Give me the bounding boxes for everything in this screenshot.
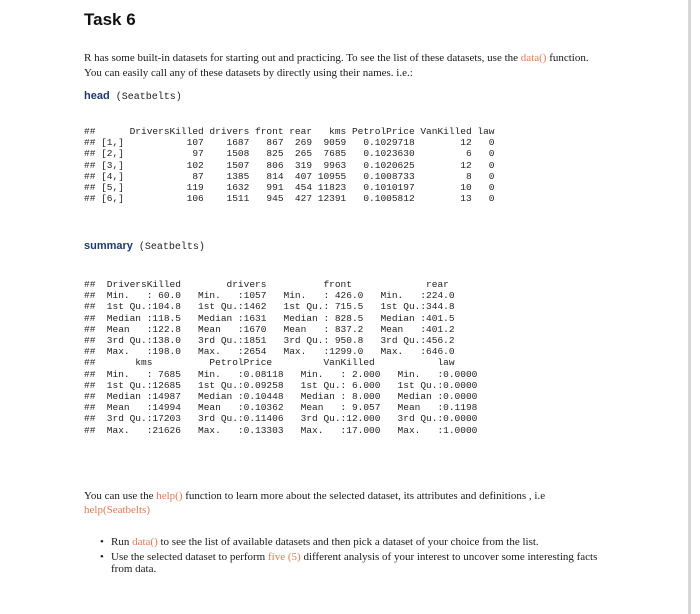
summary-output-line: ## Max. :21626 Max. :0.13303 Max. :17.000 Max. :1.0000 xyxy=(84,424,489,436)
summary-call xyxy=(84,240,205,253)
head-output-line: ## [1,] 107 1687 867 269 9059 0.1029718 12 0 xyxy=(84,137,495,149)
head-output-line: ## [2,] 97 1508 825 265 7685 0.1023630 6 0 xyxy=(84,148,495,160)
summary-output-line: ## Min. : 60.0 Min. :1057 Min. : 426.0 Min. :224.0 xyxy=(84,290,466,302)
bullet-text-before: Use the selected dataset to perform xyxy=(111,551,268,563)
intro-paragraph xyxy=(84,51,604,81)
head-function-args: (Seatbelts) xyxy=(109,92,182,103)
summary-output-line: ## Median :118.5 Median :1631 Median : 828.5 Median :401.5 xyxy=(84,312,466,324)
list-item xyxy=(100,551,620,575)
summary-output-line: ## Max. :198.0 Max. :2654 Max. :1299.0 Max. :646.0 xyxy=(84,346,466,358)
data-function-link: data() xyxy=(520,52,547,64)
list-item xyxy=(100,536,620,548)
summary-output-line: ## kms PetrolPrice VanKilled law xyxy=(84,357,501,369)
summary-output-line: ## Mean :14994 Mean :0.10362 Mean : 9.057 Mean :0.1198 xyxy=(84,402,489,414)
intro-text-before: R has some built-in datasets for starting out and practicing. To see the list of these datasets, use the xyxy=(84,52,521,64)
head-output-line: ## [3,] 102 1507 806 319 9963 0.1020625 12 0 xyxy=(84,159,495,171)
head-function-name: head xyxy=(84,90,110,102)
page-edge xyxy=(688,0,691,614)
help-text-after: function to learn more about the selected dataset, its attributes and definitions , i.e xyxy=(182,490,546,502)
help-example: help(Seatbelts) xyxy=(84,504,150,516)
help-paragraph xyxy=(84,489,634,517)
summary-output-line: ## Mean :122.8 Mean :1670 Mean : 837.2 Mean :401.2 xyxy=(84,323,466,335)
bullet-icon: • xyxy=(100,551,104,563)
summary-output-line: ## 1st Qu.:104.8 1st Qu.:1462 1st Qu.: 715.5 1st Qu.:344.8 xyxy=(84,301,466,313)
summary-output-line: ## 1st Qu.:12685 1st Qu.:0.09258 1st Qu.: 6.000 1st Qu.:0.0000 xyxy=(84,379,489,391)
summary-function-args: (Seatbelts) xyxy=(132,242,205,253)
bullet-highlight: five (5) xyxy=(268,551,301,563)
head-output-line: ## DriversKilled drivers front rear kms PetrolPrice VanKilled law xyxy=(84,126,495,137)
summary-output-line: ## Min. : 7685 Min. :0.08118 Min. : 2.000 Min. :0.0000 xyxy=(84,368,489,380)
summary-output-line: ## DriversKilled drivers front rear xyxy=(84,279,489,290)
summary-output-line: ## Median :14987 Median :0.10448 Median : 8.000 Median :0.0000 xyxy=(84,391,489,403)
head-output-line: ## [4,] 87 1385 814 407 10955 0.1008733 8 0 xyxy=(84,170,495,182)
bullet-icon: • xyxy=(100,536,104,548)
summary-output-block xyxy=(84,279,500,436)
instruction-list xyxy=(100,536,620,578)
help-text-before: You can use the xyxy=(84,490,157,502)
head-output-line: ## [5,] 119 1632 991 454 11823 0.1010197 10 0 xyxy=(84,182,495,194)
intro-text-after: function. You can easily call any of these datasets by directly using their names. i.e.: xyxy=(84,52,589,79)
summary-function-name: summary xyxy=(84,240,133,252)
bullet-text-after: to see the list of available datasets and then pick a dataset of your choice from the list. xyxy=(157,536,539,548)
head-output-block xyxy=(84,126,494,204)
bullet-highlight: data() xyxy=(132,536,158,548)
bullet-text-before: Run xyxy=(111,536,133,548)
head-call xyxy=(84,90,182,103)
help-function-link: help() xyxy=(156,490,183,502)
bullet-text-after: different analysis of your interest to uncover some interesting facts from data. xyxy=(111,551,598,575)
task-title: Task 6 xyxy=(84,10,136,29)
head-output-line: ## [6,] 106 1511 945 427 12391 0.1005812 13 0 xyxy=(84,193,495,205)
summary-output-line: ## 3rd Qu.:138.0 3rd Qu.:1851 3rd Qu.: 950.8 3rd Qu.:456.2 xyxy=(84,335,466,347)
summary-output-line: ## 3rd Qu.:17203 3rd Qu.:0.11406 3rd Qu.:12.000 3rd Qu.:0.0000 xyxy=(84,413,489,425)
